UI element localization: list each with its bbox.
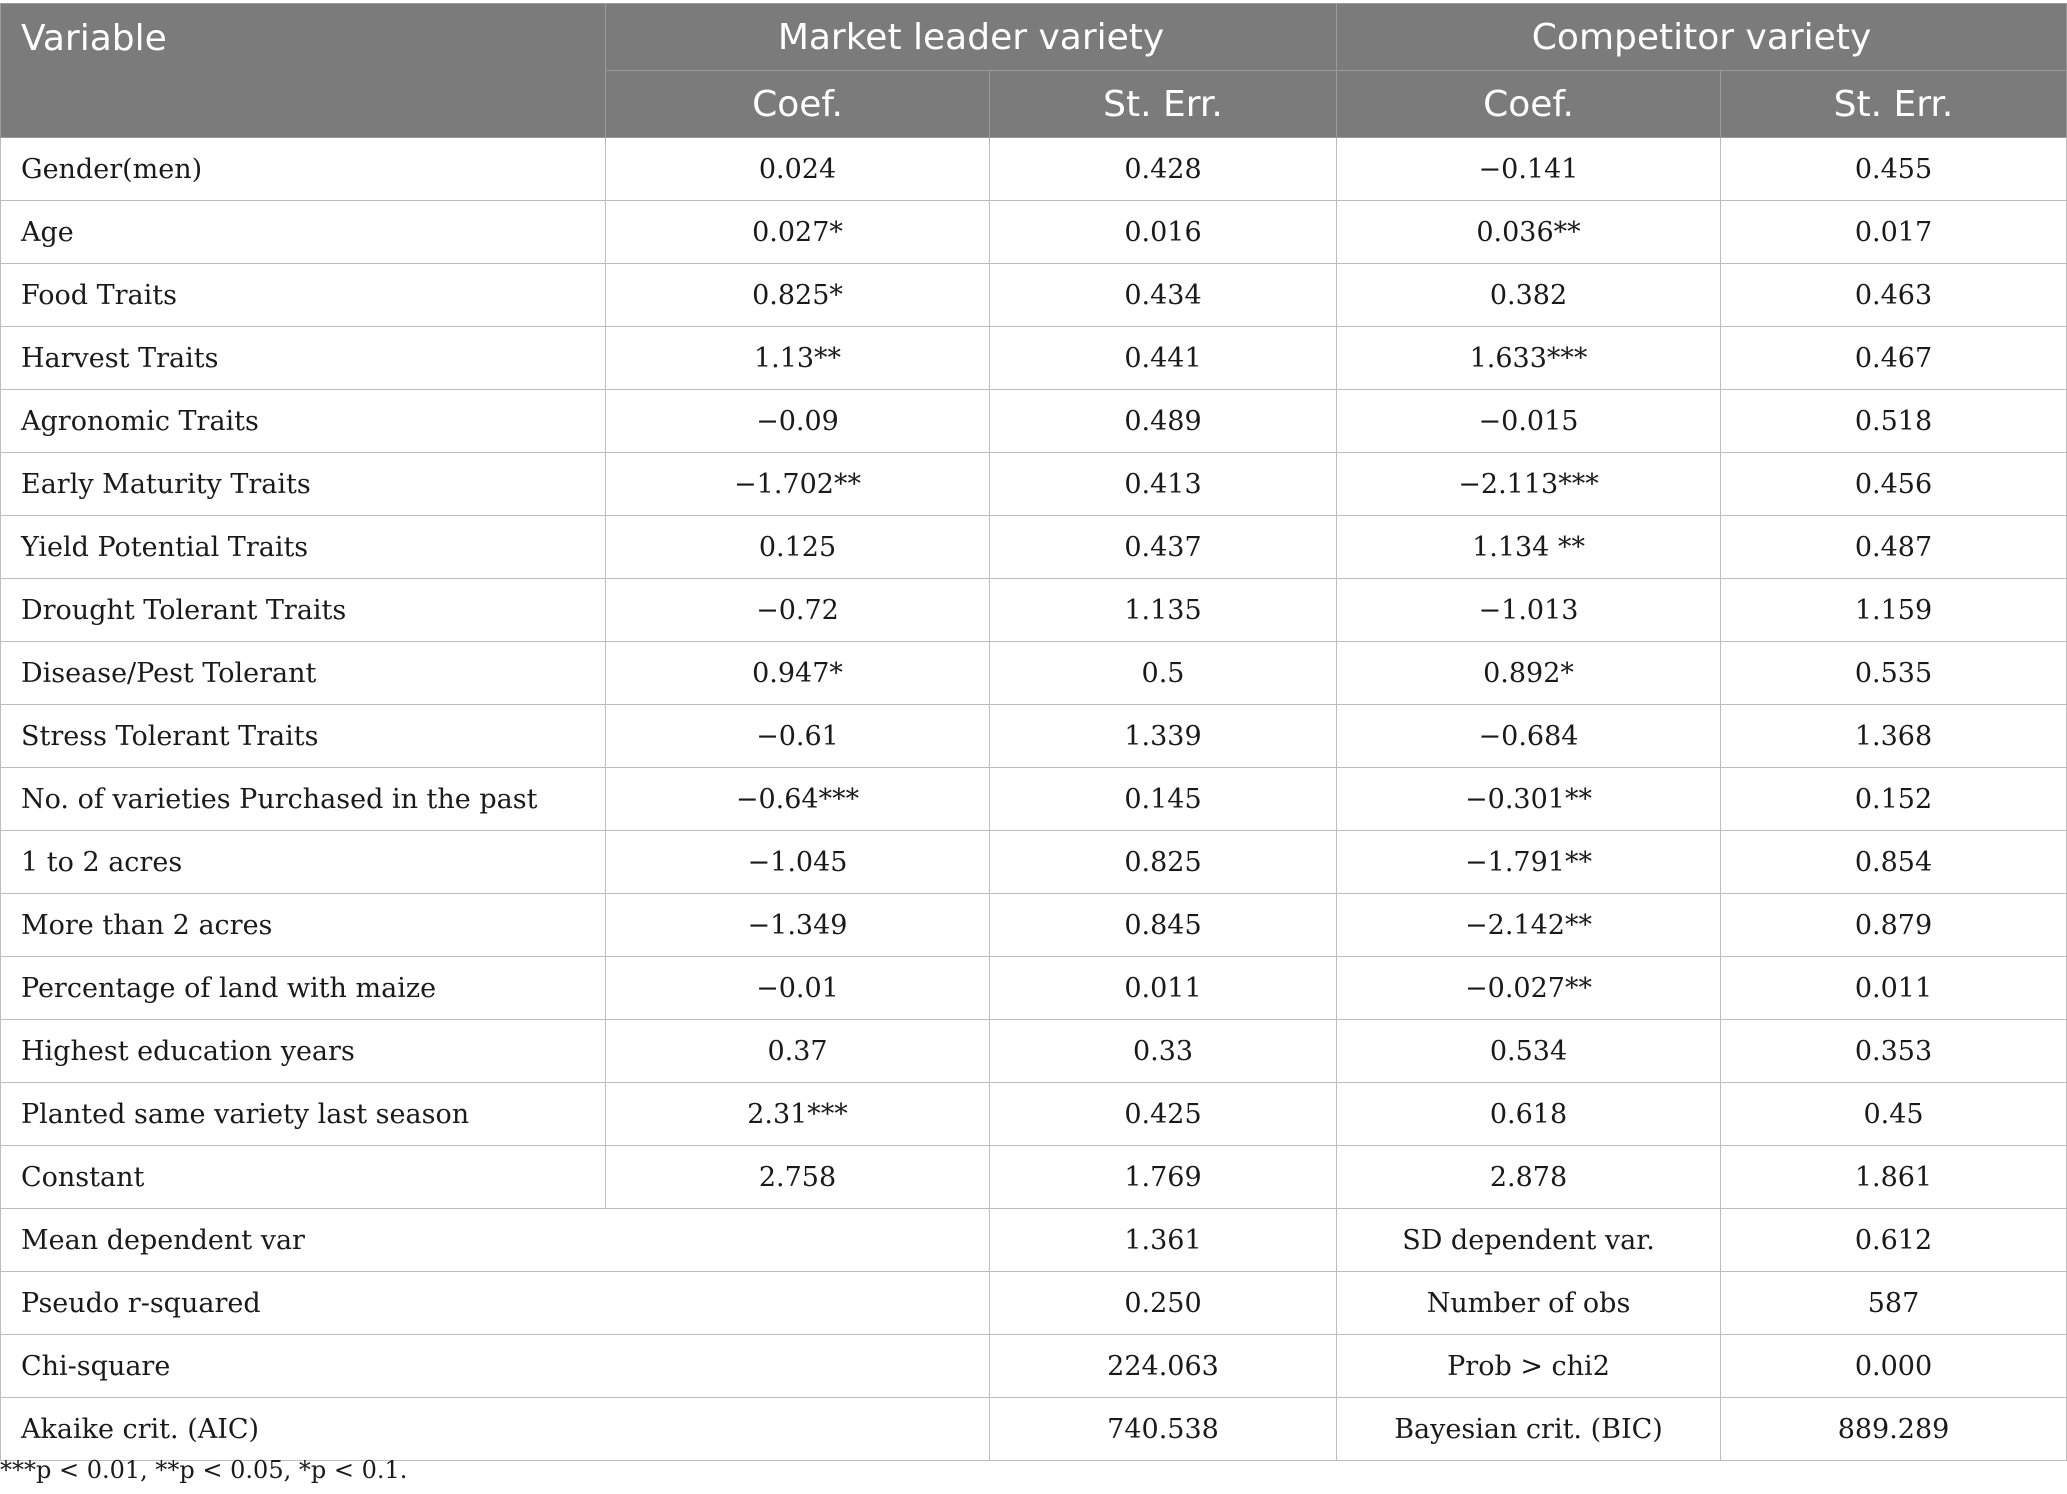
table-row bbox=[1, 1083, 2067, 1146]
competitor-coef-header: Coef. bbox=[1337, 71, 1721, 138]
stat-value: 0.250 bbox=[990, 1272, 1337, 1335]
market-coef-cell: 0.125 bbox=[606, 516, 990, 579]
competitor-coef-cell: 0.534 bbox=[1337, 1020, 1721, 1083]
market-coef-cell: 0.947* bbox=[606, 642, 990, 705]
competitor-coef-cell: 1.633*** bbox=[1337, 327, 1721, 390]
row-label: Planted same variety last season bbox=[1, 1083, 606, 1146]
market-coef-cell: −0.61 bbox=[606, 705, 990, 768]
row-label: Gender(men) bbox=[1, 138, 606, 201]
stat-value-secondary: 0.000 bbox=[1721, 1335, 2067, 1398]
row-label: More than 2 acres bbox=[1, 894, 606, 957]
row-label: 1 to 2 acres bbox=[1, 831, 606, 894]
stat-label: Akaike crit. (AIC) bbox=[1, 1398, 990, 1461]
competitor-coef-cell: 0.618 bbox=[1337, 1083, 1721, 1146]
stat-label: Pseudo r-squared bbox=[1, 1272, 990, 1335]
row-label: Harvest Traits bbox=[1, 327, 606, 390]
competitor-se-cell: 0.017 bbox=[1721, 201, 2067, 264]
stat-value: 1.361 bbox=[990, 1209, 1337, 1272]
market-se-cell: 0.441 bbox=[990, 327, 1337, 390]
row-label: Disease/Pest Tolerant bbox=[1, 642, 606, 705]
stat-value: 740.538 bbox=[990, 1398, 1337, 1461]
competitor-se-cell: 0.011 bbox=[1721, 957, 2067, 1020]
competitor-se-cell: 0.879 bbox=[1721, 894, 2067, 957]
competitor-coef-cell: −1.791** bbox=[1337, 831, 1721, 894]
stat-value: 224.063 bbox=[990, 1335, 1337, 1398]
stats-row bbox=[1, 1272, 2067, 1335]
stat-value-secondary: 0.612 bbox=[1721, 1209, 2067, 1272]
market-se-cell: 0.845 bbox=[990, 894, 1337, 957]
stats-row bbox=[1, 1335, 2067, 1398]
stat-label: Mean dependent var bbox=[1, 1209, 990, 1272]
market-se-cell: 0.434 bbox=[990, 264, 1337, 327]
table-row bbox=[1, 327, 2067, 390]
stat-label-secondary: Prob > chi2 bbox=[1337, 1335, 1721, 1398]
stats-row bbox=[1, 1209, 2067, 1272]
table-row bbox=[1, 768, 2067, 831]
competitor-se-cell: 0.353 bbox=[1721, 1020, 2067, 1083]
competitor-se-cell: 0.463 bbox=[1721, 264, 2067, 327]
market-coef-cell: 2.31*** bbox=[606, 1083, 990, 1146]
market-se-cell: 1.339 bbox=[990, 705, 1337, 768]
competitor-se-cell: 0.487 bbox=[1721, 516, 2067, 579]
stat-label-secondary: Bayesian crit. (BIC) bbox=[1337, 1398, 1721, 1461]
table-row bbox=[1, 642, 2067, 705]
market-coef-header: Coef. bbox=[606, 71, 990, 138]
row-label: Highest education years bbox=[1, 1020, 606, 1083]
competitor-coef-cell: −0.015 bbox=[1337, 390, 1721, 453]
market-coef-cell: 0.37 bbox=[606, 1020, 990, 1083]
competitor-se-cell: 1.861 bbox=[1721, 1146, 2067, 1209]
market-se-cell: 1.135 bbox=[990, 579, 1337, 642]
market-leader-header: Market leader variety bbox=[606, 4, 1337, 71]
market-coef-cell: 1.13** bbox=[606, 327, 990, 390]
market-se-cell: 0.428 bbox=[990, 138, 1337, 201]
table-row bbox=[1, 579, 2067, 642]
competitor-se-cell: 0.535 bbox=[1721, 642, 2067, 705]
market-se-header: St. Err. bbox=[990, 71, 1337, 138]
market-se-cell: 0.145 bbox=[990, 768, 1337, 831]
table-row bbox=[1, 138, 2067, 201]
competitor-coef-cell: 0.382 bbox=[1337, 264, 1721, 327]
table-row bbox=[1, 831, 2067, 894]
row-label: Stress Tolerant Traits bbox=[1, 705, 606, 768]
market-se-cell: 0.016 bbox=[990, 201, 1337, 264]
market-coef-cell: 0.024 bbox=[606, 138, 990, 201]
competitor-coef-cell: −1.013 bbox=[1337, 579, 1721, 642]
competitor-coef-cell: −2.142** bbox=[1337, 894, 1721, 957]
market-coef-cell: −0.01 bbox=[606, 957, 990, 1020]
significance-footnote: ***p < 0.01, **p < 0.05, *p < 0.1. bbox=[0, 1456, 408, 1484]
row-label: Agronomic Traits bbox=[1, 390, 606, 453]
table-row bbox=[1, 201, 2067, 264]
competitor-coef-cell: −0.027** bbox=[1337, 957, 1721, 1020]
competitor-se-cell: 0.854 bbox=[1721, 831, 2067, 894]
competitor-se-cell: 0.518 bbox=[1721, 390, 2067, 453]
row-label: Early Maturity Traits bbox=[1, 453, 606, 516]
variable-header: Variable bbox=[1, 4, 606, 138]
regression-table bbox=[0, 3, 2067, 1461]
table-row bbox=[1, 1146, 2067, 1209]
stats-row bbox=[1, 1398, 2067, 1461]
competitor-coef-cell: −2.113*** bbox=[1337, 453, 1721, 516]
market-se-cell: 0.825 bbox=[990, 831, 1337, 894]
market-se-cell: 0.425 bbox=[990, 1083, 1337, 1146]
competitor-se-cell: 0.152 bbox=[1721, 768, 2067, 831]
competitor-se-cell: 0.456 bbox=[1721, 453, 2067, 516]
table-row bbox=[1, 390, 2067, 453]
table-row bbox=[1, 453, 2067, 516]
table-row bbox=[1, 1020, 2067, 1083]
stat-value-secondary: 889.289 bbox=[1721, 1398, 2067, 1461]
competitor-se-header: St. Err. bbox=[1721, 71, 2067, 138]
row-label: Percentage of land with maize bbox=[1, 957, 606, 1020]
market-coef-cell: −1.702** bbox=[606, 453, 990, 516]
row-label: Yield Potential Traits bbox=[1, 516, 606, 579]
row-label: Food Traits bbox=[1, 264, 606, 327]
market-se-cell: 0.011 bbox=[990, 957, 1337, 1020]
competitor-coef-cell: −0.301** bbox=[1337, 768, 1721, 831]
header-row-groups bbox=[1, 4, 2067, 71]
row-label: Age bbox=[1, 201, 606, 264]
market-se-cell: 0.413 bbox=[990, 453, 1337, 516]
competitor-se-cell: 0.455 bbox=[1721, 138, 2067, 201]
stat-value-secondary: 587 bbox=[1721, 1272, 2067, 1335]
market-se-cell: 1.769 bbox=[990, 1146, 1337, 1209]
table-row bbox=[1, 516, 2067, 579]
table-row bbox=[1, 264, 2067, 327]
competitor-se-cell: 0.45 bbox=[1721, 1083, 2067, 1146]
stat-label: Chi-square bbox=[1, 1335, 990, 1398]
market-se-cell: 0.33 bbox=[990, 1020, 1337, 1083]
competitor-se-cell: 0.467 bbox=[1721, 327, 2067, 390]
market-coef-cell: 2.758 bbox=[606, 1146, 990, 1209]
competitor-coef-cell: 0.892* bbox=[1337, 642, 1721, 705]
market-se-cell: 0.489 bbox=[990, 390, 1337, 453]
table-row bbox=[1, 894, 2067, 957]
competitor-coef-cell: 2.878 bbox=[1337, 1146, 1721, 1209]
market-coef-cell: −0.72 bbox=[606, 579, 990, 642]
market-coef-cell: 0.027* bbox=[606, 201, 990, 264]
table-row bbox=[1, 957, 2067, 1020]
market-coef-cell: −1.349 bbox=[606, 894, 990, 957]
row-label: Drought Tolerant Traits bbox=[1, 579, 606, 642]
row-label: No. of varieties Purchased in the past bbox=[1, 768, 606, 831]
market-coef-cell: −0.09 bbox=[606, 390, 990, 453]
competitor-coef-cell: −0.141 bbox=[1337, 138, 1721, 201]
stat-label-secondary: Number of obs bbox=[1337, 1272, 1721, 1335]
competitor-coef-cell: −0.684 bbox=[1337, 705, 1721, 768]
table-body bbox=[1, 138, 2067, 1461]
market-coef-cell: 0.825* bbox=[606, 264, 990, 327]
competitor-coef-cell: 1.134 ** bbox=[1337, 516, 1721, 579]
competitor-se-cell: 1.368 bbox=[1721, 705, 2067, 768]
market-se-cell: 0.437 bbox=[990, 516, 1337, 579]
market-coef-cell: −1.045 bbox=[606, 831, 990, 894]
table-row bbox=[1, 705, 2067, 768]
row-label: Constant bbox=[1, 1146, 606, 1209]
competitor-se-cell: 1.159 bbox=[1721, 579, 2067, 642]
stat-label-secondary: SD dependent var. bbox=[1337, 1209, 1721, 1272]
market-se-cell: 0.5 bbox=[990, 642, 1337, 705]
competitor-header: Competitor variety bbox=[1337, 4, 2067, 71]
market-coef-cell: −0.64*** bbox=[606, 768, 990, 831]
competitor-coef-cell: 0.036** bbox=[1337, 201, 1721, 264]
